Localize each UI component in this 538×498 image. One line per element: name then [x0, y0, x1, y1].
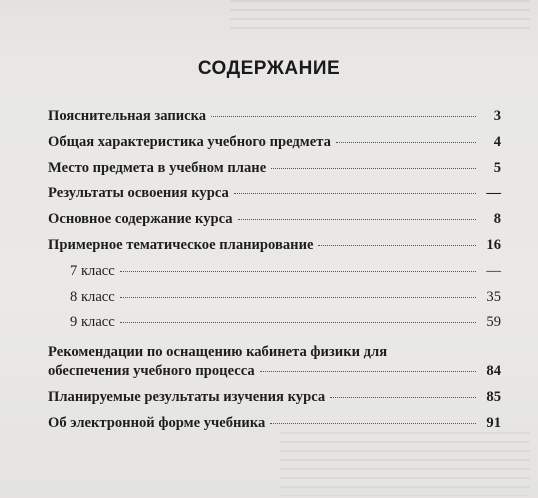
toc-entry-label: Основное содержание курса: [48, 211, 233, 228]
toc-entry-label: Об электронной форме учебника: [48, 414, 266, 431]
toc-entry-label: 8 класс: [70, 288, 115, 305]
toc-entry: [48, 237, 501, 263]
dot-leader: [120, 271, 476, 272]
toc-subentry: [48, 289, 501, 315]
toc-entry: [48, 389, 501, 415]
toc-entry-page: 3: [493, 108, 501, 124]
toc-entry-label: Пояснительная записка: [48, 108, 207, 124]
toc-entry-page: 35: [486, 288, 501, 305]
dot-leader: [336, 142, 476, 143]
toc-entry-page: 8: [493, 211, 501, 228]
toc-subentry: [48, 263, 501, 289]
bleed-through-text: [280, 432, 530, 496]
toc-entry-label: Рекомендации по оснащению кабинета физики для: [48, 344, 388, 361]
toc-entry-page: —: [486, 262, 501, 279]
dot-leader: [234, 193, 476, 194]
table-of-contents: [48, 108, 501, 441]
toc-entry: [48, 108, 501, 134]
toc-entry-label: 7 класс: [70, 262, 115, 279]
toc-entry-page: 16: [486, 236, 501, 253]
dot-leader: [271, 168, 476, 169]
toc-entry: [48, 415, 501, 441]
toc-entry-page: 59: [486, 314, 501, 331]
toc-subentry: [48, 314, 501, 340]
toc-entry-page: 91: [486, 414, 501, 431]
dot-leader: [260, 371, 476, 372]
toc-entry: [48, 185, 501, 211]
page-title: СОДЕРЖАНИЕ: [197, 58, 341, 79]
dot-leader: [120, 322, 476, 323]
toc-entry-label: 9 класс: [70, 314, 115, 331]
toc-entry-page: —: [486, 185, 501, 202]
toc-entry-page: 5: [493, 159, 501, 176]
toc-entry-label: Примерное тематическое планирование: [48, 236, 314, 253]
toc-entry-page: 85: [486, 389, 501, 406]
toc-entry-label: Общая характеристика учебного предмета: [48, 133, 331, 150]
dot-leader: [270, 423, 476, 424]
toc-entry-label: Место предмета в учебном плане: [48, 159, 267, 176]
toc-entry-label-continued: обеспечения учебного процесса: [48, 363, 255, 380]
toc-entry-label: Планируемые результаты изучения курса: [48, 389, 326, 406]
dot-leader: [318, 245, 476, 246]
toc-entry: [48, 160, 501, 186]
dot-leader: [211, 116, 476, 117]
dot-leader: [120, 297, 476, 298]
dot-leader: [330, 397, 476, 398]
toc-entry: [48, 134, 501, 160]
toc-entry: [48, 211, 501, 237]
dot-leader: [238, 219, 476, 220]
toc-entry: [48, 344, 501, 389]
toc-entry-page: 4: [493, 133, 501, 150]
toc-entry-page: 84: [486, 363, 501, 380]
toc-entry-label: Результаты освоения курса: [48, 185, 229, 202]
bleed-through-text: [230, 0, 530, 34]
